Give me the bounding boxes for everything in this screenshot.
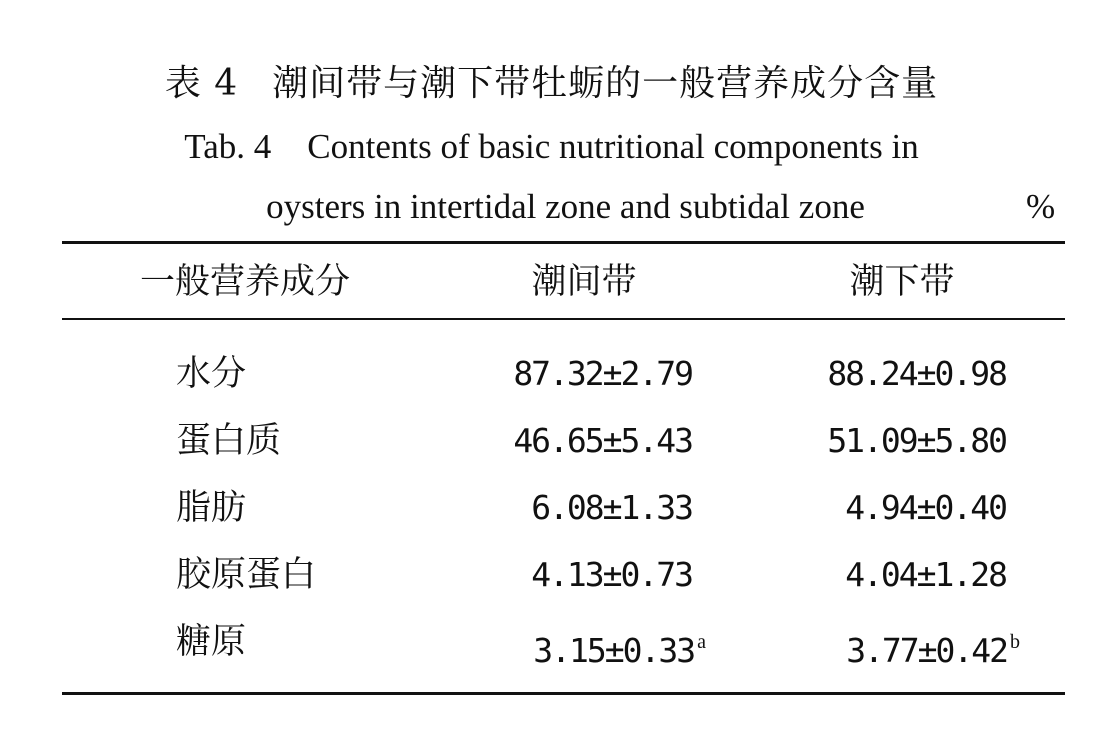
table-header-row — [62, 252, 1065, 312]
table-caption-en — [0, 122, 1103, 172]
row-component-name: 胶原蛋白 — [176, 555, 317, 595]
unit-label: % — [1026, 187, 1056, 226]
row-component-name: 蛋白质 — [176, 421, 282, 461]
row-subtidal-value: 51.09±5.80 — [827, 421, 1006, 460]
row-subtidal-value: 4.94±0.40 — [845, 488, 1006, 527]
table-row — [62, 545, 1065, 605]
row-subtidal-value: 4.04±1.28 — [845, 555, 1006, 594]
row-component-name: 水分 — [176, 354, 247, 394]
table-row — [62, 344, 1065, 404]
intertidal-superscript: a — [697, 631, 706, 653]
row-intertidal-value: 3.15±0.33 $^a$ — [533, 631, 706, 670]
table-top-rule — [62, 241, 1065, 244]
table-number-en: Tab. 4 — [184, 127, 272, 166]
row-intertidal-value: 4.13±0.73 — [531, 555, 692, 594]
table-header-rule — [62, 318, 1065, 320]
subtidal-superscript: b — [1010, 631, 1020, 653]
row-component-name: 脂肪 — [176, 488, 247, 528]
row-intertidal-value: 87.32±2.79 — [513, 354, 692, 393]
header-intertidal: 潮间带 — [531, 262, 637, 302]
header-component: 一般营养成分 — [140, 262, 351, 302]
table-row — [62, 411, 1065, 471]
table-row — [62, 478, 1065, 538]
table-title-en-line2: oysters in intertidal zone and subtidal zone — [266, 187, 865, 226]
header-subtidal: 潮下带 — [849, 262, 955, 302]
row-component-name: 糖原 — [176, 622, 247, 662]
table-title-zh: 潮间带与潮下带牡蛎的一般营养成分含量 — [272, 63, 939, 104]
table-row — [62, 612, 1065, 672]
row-intertidal-value: 6.08±1.33 — [531, 488, 692, 527]
table-caption-zh — [0, 58, 1103, 110]
table-title-en-line1: Contents of basic nutritional components in — [307, 127, 919, 166]
row-intertidal-value: 46.65±5.43 — [513, 421, 692, 460]
table-number-zh: 表 4 — [164, 63, 239, 104]
row-subtidal-value: 3.77±0.42 $^b$ — [846, 631, 1020, 670]
table-bottom-rule — [62, 692, 1065, 695]
table-caption-en-line2-row — [0, 182, 1103, 232]
row-subtidal-value: 88.24±0.98 — [827, 354, 1006, 393]
